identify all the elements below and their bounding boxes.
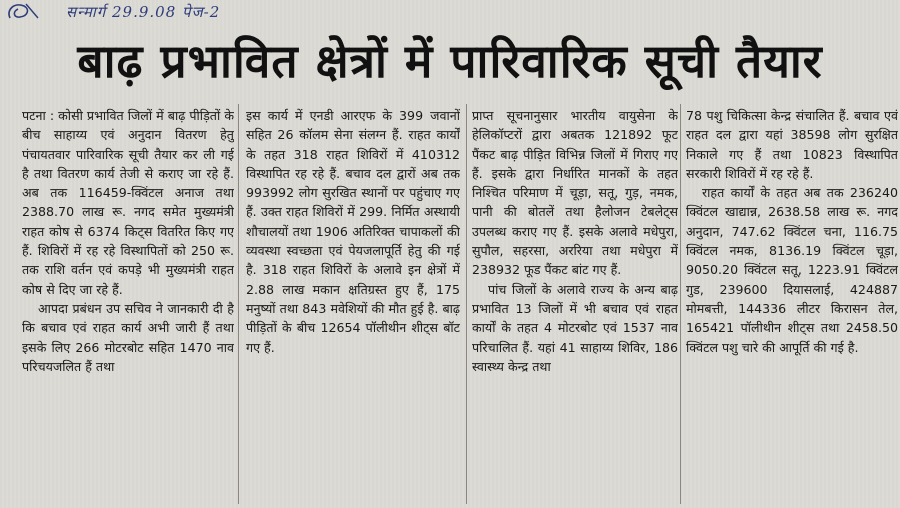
article-body <box>6 106 896 504</box>
paragraph: राहत कार्यों के तहत अब तक 236240 क्विंटल खाद्यान्न, 2638.58 लाख रू. नगद अनुदान, 747.62 क्विंटल चना, 116.75 क्विंटल नमक, 8136.19 क्विंटल चूड़ा, 9050.20 क्विंटल सतू, 1223.91 क्विंटल गुड, 239600 दियासलाई, 424887 मोमबत्ती, 144336 लीटर किरासन तेल, 165421 पॉलीथीन शीट्स तथा 2458.50 क्विंटल पशु चारे की आपूर्ति की गई है. <box>686 185 898 355</box>
paragraph: प्राप्त सूचनानुसार भारतीय वायुसेना के हेलिकॉप्टरों द्वारा अबतक 121892 फूट पैंकट बाढ़ पीड़ित विभिन्न जिलों में गिराए गए हैं. इसके द्वारा निर्धारित मानकों के तहत निश्चित परिमाण में चूड़ा, सतू, गुड़, नमक, पानी की बोतलें तथा हैलोजन टेबलेट्स उपलब्ध कराए गए हैं. इसके अलावे मधेपुरा, सुपौल, सहरसा, अररिया तथा मधेपुरा में 238932 फूड पैंकट बांट गए हैं. <box>472 108 678 278</box>
newspaper-logo-icon <box>4 0 44 22</box>
article-column-4 <box>686 106 898 504</box>
paragraph: पटना : कोसी प्रभावित जिलों में बाढ़ पीड़ितों के बीच साहाय्य एवं अनुदान वितरण हेतु पंचायतवार पारिवारिक सूची तैयार कर ली गई है तथा वितरण कार्य तेजी से कराए जा रहे हैं. अब तक 116459-क्विंटल अनाज तथा 2388.70 लाख रू. नगद समेत मुख्यमंत्री राहत कोष से 6374 किट्स वितरित किए गए हैं. शिविरों में रह रहे विस्थापितों को 250 रू. तक राशि वर्तन एवं कपड़े भी मुख्यमंत्री राहत कोष से दिए जा रहे हैं. <box>22 108 234 297</box>
headline: बाढ़ प्रभावित क्षेत्रों में पारिवारिक सूची तैयार <box>77 34 823 88</box>
handwritten-annotation <box>0 0 360 26</box>
article-column-1 <box>22 106 234 504</box>
paragraph: 78 पशु चिकित्सा केन्द्र संचालित हैं. बचाव एवं राहत दल द्वारा यहां 38598 लोग सुरक्षित निकाले गए हैं तथा 10823 विस्थापित सरकारी शिविरों में रह रहे हैं. <box>686 108 898 181</box>
article-column-2 <box>246 106 460 504</box>
paragraph: पांच जिलों के अलावे राज्य के अन्य बाढ़ प्रभावित 13 जिलों में भी बचाव एवं राहत कार्यों के तहत 4 मोटरबोट एवं 1537 नाव परिचालित हैं. यहां 41 साहाय्य शिविर, 186 स्वास्थ्य केन्द्र तथा <box>472 281 678 374</box>
article-column-3 <box>472 106 678 504</box>
paragraph: आपदा प्रबंधन उप सचिव ने जानकारी दी है कि बचाव एवं राहत कार्य अभी जारी हैं तथा इसके लिए 266 मोटरबोट सहित 1470 नाव परिचयजलित हैं तथा <box>22 300 234 374</box>
handwritten-source-date: सन्मार्ग 29.9.08 पेज-2 <box>66 3 221 21</box>
paragraph: इस कार्य में एनडी आरएफ के 399 जवानों सहित 26 कॉलम सेना संलग्न हैं. राहत कार्यों के तहत 318 राहत शिविरों में 410312 विस्थापित रह रहे हैं. बचाव दल द्वारों अब तक 993992 लोग सुरखित स्थानों पर पहुंचाए गए हैं. उक्त राहत शिविरों में 299. निर्मित अस्थायी शौचालयों तथा 1906 अतिरिक्त चापाकलों की व्यवस्था स्वच्छता एवं पेयजलापूर्ति हेतु की गई है. 318 राहत शिविरों के अलावे इन क्षेत्रों में 2.88 लाख मकान क्षतिग्रस्त हुए हैं, 175 मनुष्यों तथा 843 मवेशियों की मौत हुई है. बाढ़ पीड़ितों के बीच 12654 पॉलीथीन शीट्स बॉट गए हैं. <box>246 108 460 355</box>
